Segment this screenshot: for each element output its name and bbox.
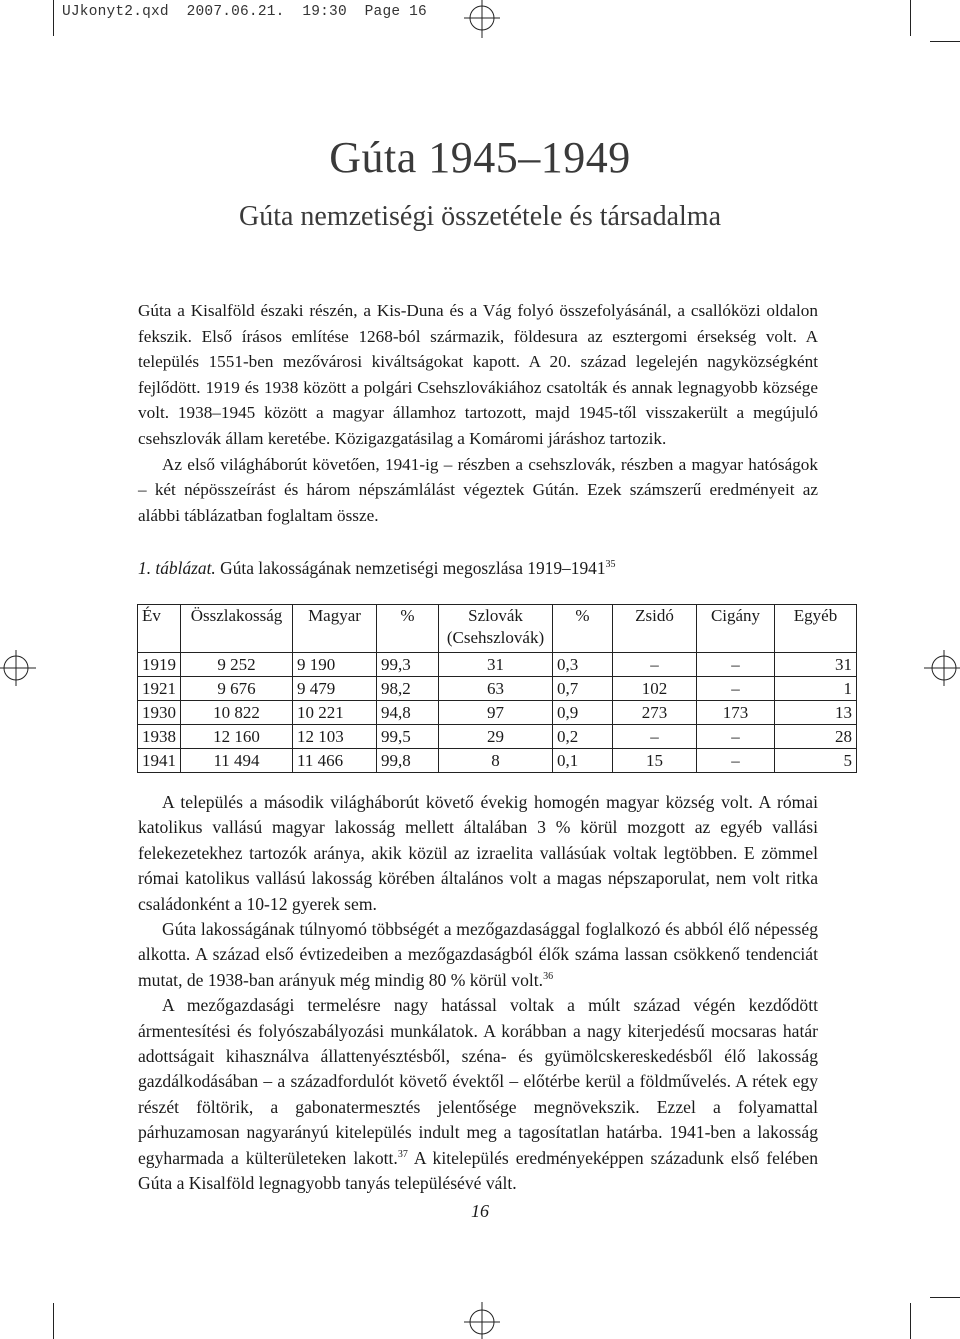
- cell-zsido: –: [613, 653, 697, 677]
- table-caption-label: 1. táblázat.: [138, 558, 216, 578]
- table-row: [138, 725, 857, 749]
- cell-year: 1919: [138, 653, 181, 677]
- table-caption-text: Gúta lakosságának nemzetiségi megoszlása 1919–1941: [215, 558, 606, 578]
- registration-mark-right-icon: [922, 648, 960, 688]
- intro-paragraph-1: Gúta a Kisalföld északi részén, a Kis-Duna és a Vág folyó összefolyásánál, a csallóközi oldalon fekszik. Első írásos említése 1268-ból származik, földesura az esztergomi érsekség volt. A település 1551-ben mezővárosi kiváltságokat kapott. A 20. század legelején nagyközségként fejlődött. 1919 és 1938 között a polgári Csehszlovákiához csatolták és annak legnagyobb községe volt. 1938–1945 között a magyar államhoz tartozott, majd 1945-től visszakerült a megújuló csehszlovák állam keretébe. Közigazgatásilag a Komáromi járáshoz tartozik.: [138, 301, 818, 448]
- cell-egyeb: 31: [775, 653, 857, 677]
- footnote-ref-36: 36: [543, 970, 554, 982]
- cell-year: 1941: [138, 749, 181, 773]
- cell-year: 1921: [138, 677, 181, 701]
- page-number: 16: [471, 1201, 489, 1221]
- cell-year: 1930: [138, 701, 181, 725]
- cell-szlovak-percent: 0,9: [553, 701, 613, 725]
- cell-cigany: –: [697, 653, 775, 677]
- cell-cigany: –: [697, 725, 775, 749]
- cell-szlovak-percent: 0,2: [553, 725, 613, 749]
- cell-szlovak: 29: [439, 725, 553, 749]
- header-ev: Év: [138, 605, 181, 653]
- header-szlovak: Szlovák (Csehszlovák): [439, 605, 553, 653]
- header-cigany: Cigány: [697, 605, 775, 653]
- cell-magyar: 9 190: [293, 653, 377, 677]
- cell-szlovak: 8: [439, 749, 553, 773]
- crop-mark-bottom-right: [910, 1303, 911, 1339]
- cell-magyar: 9 479: [293, 677, 377, 701]
- table-caption: [138, 558, 616, 579]
- page-subtitle: Gúta nemzetiségi összetétele és társadalma: [238, 201, 721, 232]
- cell-egyeb: 5: [775, 749, 857, 773]
- cell-magyar-percent: 99,3: [377, 653, 439, 677]
- cell-zsido: 273: [613, 701, 697, 725]
- cell-zsido: –: [613, 725, 697, 749]
- cell-magyar-percent: 99,8: [377, 749, 439, 773]
- cell-cigany: –: [697, 677, 775, 701]
- footnote-ref-35: 35: [605, 559, 616, 571]
- cell-magyar-percent: 94,8: [377, 701, 439, 725]
- body-paragraph-1: A település a második világháborút követő évekig homogén magyar község volt. A római katolikus vallású magyar lakosság mellett általában 3 % körül mozgott az egyéb vallási felekezetekhez tartozók aránya, akik közül az izraelita vallásúak voltak legtöbben. E zömmel római katolikus vallású lakosság körében általános volt a magas népszaporulat, nem volt ritka családonként a 10-12 gyerek sem.: [138, 792, 818, 914]
- body-text: [138, 790, 818, 1197]
- cell-szlovak: 63: [439, 677, 553, 701]
- cell-szlovak-percent: 0,7: [553, 677, 613, 701]
- cell-szlovak-percent: 0,3: [553, 653, 613, 677]
- header-egyeb: Egyéb: [775, 605, 857, 653]
- header-magyar: Magyar: [293, 605, 377, 653]
- cell-zsido: 102: [613, 677, 697, 701]
- intro-paragraph-2: Az első világháborút követően, 1941-ig – részben a csehszlovák, részben a magyar hatóságok – két népösszeírást és három népszámlálást végeztek Gútán. Ezek számszerű eredményeit az alábbi táblázatban foglaltam össze.: [138, 454, 818, 525]
- intro-text: [138, 298, 818, 528]
- table-header-row: [138, 605, 857, 653]
- crop-mark-bottom-left: [53, 1303, 54, 1339]
- table-row: [138, 701, 857, 725]
- crop-mark-top-left: [53, 0, 54, 36]
- body-paragraph-2: Gúta lakosságának túlnyomó többségét a mezőgazdasággal foglalkozó és abból élő népesség alkotta. A század első évtizedeiben a mezőgazdaságból élők száma lassan csökkenő tendenciát mutat, de 1938-ban arányuk még mindig 80 % körül volt.$^{36}$: [138, 919, 818, 990]
- footnote-ref-37: 37: [397, 1148, 408, 1160]
- table-row: [138, 749, 857, 773]
- crop-mark-top-right: [910, 0, 911, 36]
- cell-magyar: 10 221: [293, 701, 377, 725]
- table-row: [138, 677, 857, 701]
- cell-year: 1938: [138, 725, 181, 749]
- header-magyar-percent: %: [377, 605, 439, 653]
- registration-mark-bottom-icon: [462, 1300, 502, 1339]
- crop-mark-bottom-right-h: [930, 1297, 960, 1298]
- cell-total: 9 676: [181, 677, 293, 701]
- cell-magyar-percent: 99,5: [377, 725, 439, 749]
- header-osszlakossag: Összlakosság: [181, 605, 293, 653]
- cell-magyar: 12 103: [293, 725, 377, 749]
- cell-zsido: 15: [613, 749, 697, 773]
- cell-egyeb: 13: [775, 701, 857, 725]
- registration-mark-left-icon: [0, 648, 38, 688]
- cell-szlovak: 97: [439, 701, 553, 725]
- header-zsido: Zsidó: [613, 605, 697, 653]
- cell-egyeb: 28: [775, 725, 857, 749]
- header-szlovak-percent: %: [553, 605, 613, 653]
- population-table: [137, 604, 857, 773]
- cell-egyeb: 1: [775, 677, 857, 701]
- cell-magyar-percent: 98,2: [377, 677, 439, 701]
- cell-cigany: 173: [697, 701, 775, 725]
- registration-mark-top-icon: [462, 0, 502, 40]
- print-slug: UJkonyt2.qxd 2007.06.21. 19:30 Page 16: [62, 4, 427, 20]
- page-title: Gúta 1945–1949: [329, 133, 631, 182]
- body-paragraph-3: A mezőgazdasági termelésre nagy hatással voltak a múlt század végén kezdődött ármentesítési és folyószabályozási munkálatok. A korábban a nagy kiterjedésű mocsaras határ adottságait kihasználva állattenyésztésből, széna- és gyümölcskereskedésből élő lakosság gazdálkodásában – a századfordulót követő évektől – előtérbe kerül a földművelés. A rétek egy részét föltörik, a gabonatermesztés jelentősége megnövekszik. Ezzel a folyamattal párhuzamosan nagyarányú kitelepülés indult meg a tagosítatlan határba. 1941-ben a lakosság egyharmada a külterületeken lakott.$^{37}$ A kitelepülés eredményeképpen századunk első felében Gúta a Kisalföld legnagyobb tanyás településévé vált.: [138, 995, 818, 1194]
- cell-szlovak-percent: 0,1: [553, 749, 613, 773]
- crop-mark-top-right-h: [930, 41, 960, 42]
- cell-cigany: –: [697, 749, 775, 773]
- cell-total: 9 252: [181, 653, 293, 677]
- cell-total: 12 160: [181, 725, 293, 749]
- cell-total: 11 494: [181, 749, 293, 773]
- cell-magyar: 11 466: [293, 749, 377, 773]
- cell-total: 10 822: [181, 701, 293, 725]
- cell-szlovak: 31: [439, 653, 553, 677]
- table-row: [138, 653, 857, 677]
